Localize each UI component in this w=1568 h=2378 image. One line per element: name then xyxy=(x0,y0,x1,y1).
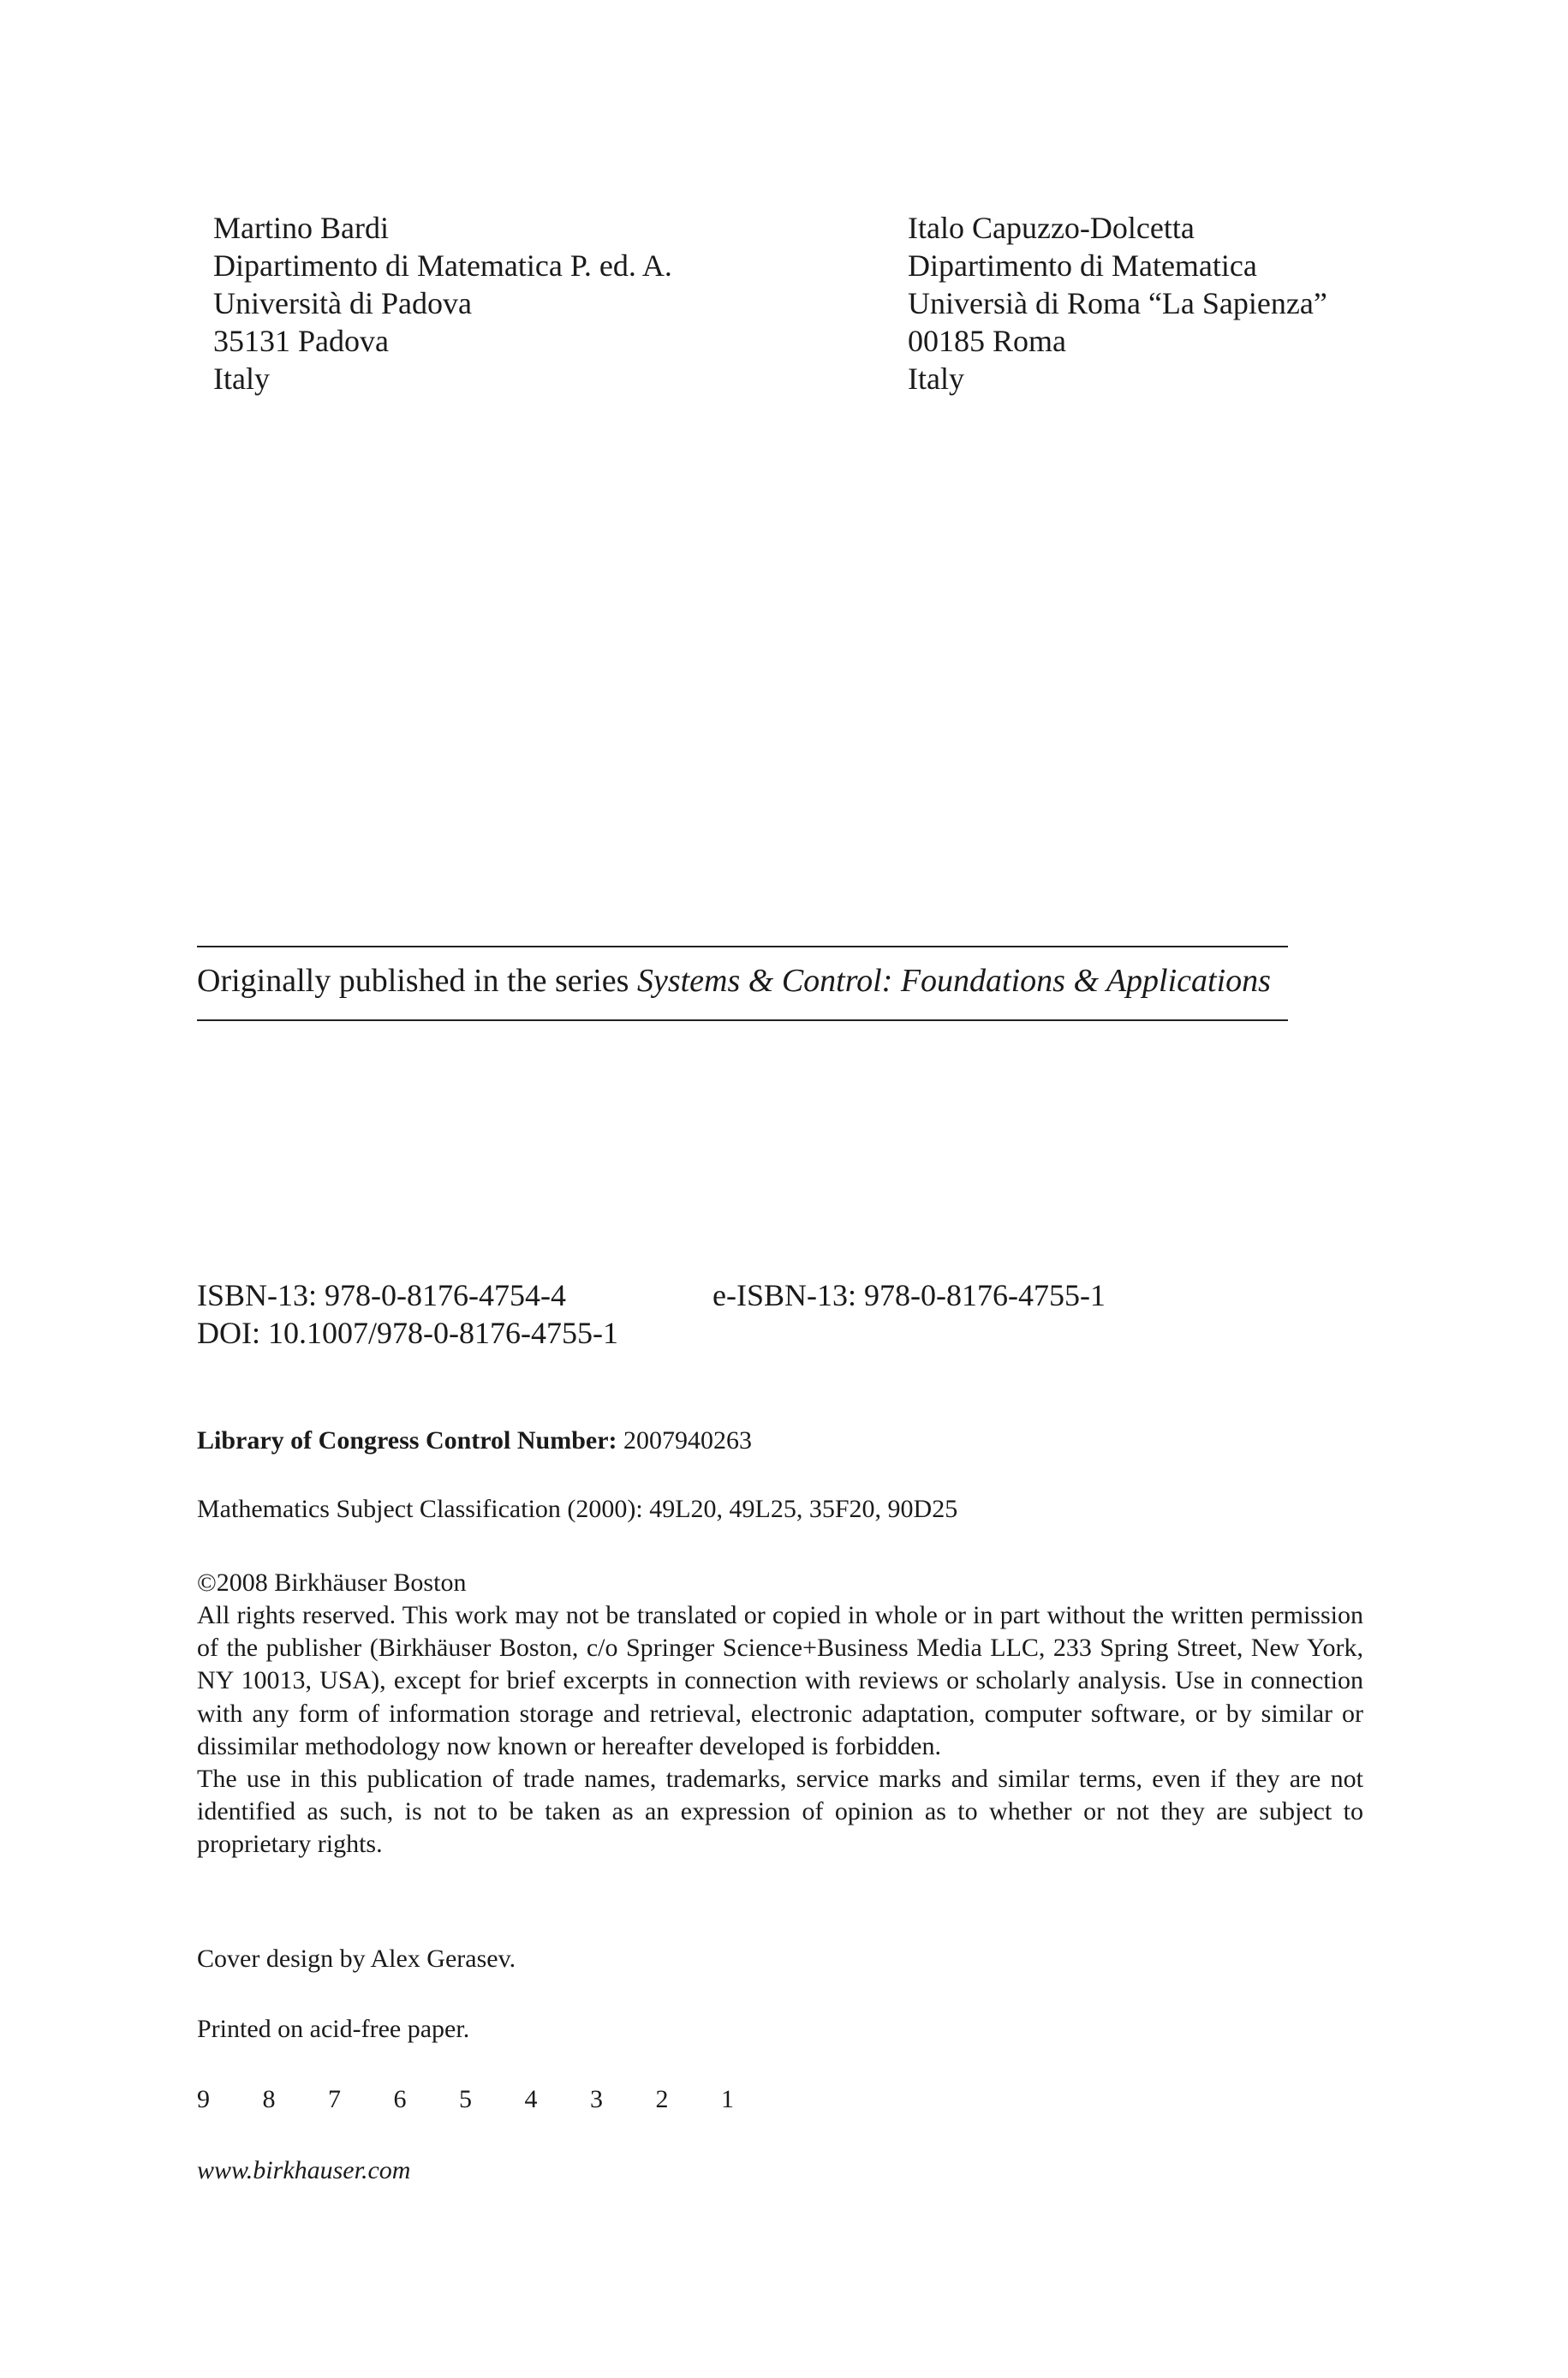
cover-design-credit: Cover design by Alex Gerasev. xyxy=(197,1945,516,1973)
author-name: Italo Capuzzo-Dolcetta xyxy=(908,211,1195,245)
loc-control-number xyxy=(197,1425,752,1457)
loc-value: 2007940263 xyxy=(623,1426,753,1455)
series-bottom-rule xyxy=(197,1019,1288,1021)
series-top-rule xyxy=(197,946,1288,947)
series-statement xyxy=(197,962,1271,1000)
author-country: Italy xyxy=(213,361,270,396)
author-city: 00185 Roma xyxy=(908,324,1066,358)
paper-note: Printed on acid-free paper. xyxy=(197,2015,470,2043)
website-link[interactable]: www.birkhauser.com xyxy=(197,2156,411,2184)
subject-classification: Mathematics Subject Classification (2000): 49L20, 49L25, 35F20, 90D25 xyxy=(197,1495,958,1523)
author-country: Italy xyxy=(908,361,964,396)
doi: DOI: 10.1007/978-0-8176-4755-1 xyxy=(197,1316,618,1350)
series-title: Systems & Control: Foundations & Applications xyxy=(636,963,1271,999)
author-department: Dipartimento di Matematica xyxy=(908,248,1257,283)
author-block-left xyxy=(213,209,672,397)
author-department: Dipartimento di Matematica P. ed. A. xyxy=(213,248,672,283)
copyright-line: ©2008 Birkhäuser Boston xyxy=(197,1568,467,1597)
printing-line: 9 8 7 6 5 4 3 2 1 xyxy=(197,2085,757,2113)
author-block-right xyxy=(908,209,1327,397)
author-name: Martino Bardi xyxy=(213,211,389,245)
series-prefix: Originally published in the series xyxy=(197,963,629,999)
rights-paragraph: All rights reserved. This work may not be translated or copied in whole or in part without the written permission of the publisher (Birkhäuser Boston, c/o Springer Science+Business Media LLC, 233 Spring Street, New York, NY 10013, USA), except for brief excerpts in connection with reviews or scholarly analysis. Use in connection with any form of information storage and retrieval, electronic adaptation, computer software, or by similar or dissimilar methodology now known or hereafter developed is forbidden. xyxy=(197,1601,1363,1760)
author-city: 35131 Padova xyxy=(213,324,389,358)
isbn: ISBN-13: 978-0-8176-4754-4 xyxy=(197,1278,566,1312)
trademark-paragraph: The use in this publication of trade names, trademarks, service marks and similar terms, even if they are not identified as such, is not to be taken as an expression of opinion as to whether or not they are subject to proprietary rights. xyxy=(197,1765,1363,1859)
e-isbn: e-ISBN-13: 978-0-8176-4755-1 xyxy=(712,1278,1106,1312)
author-university: Universià di Roma “La Sapienza” xyxy=(908,286,1327,320)
loc-label: Library of Congress Control Number: xyxy=(197,1426,617,1455)
rights-notice xyxy=(197,1599,1363,1861)
author-university: Università di Padova xyxy=(213,286,472,320)
